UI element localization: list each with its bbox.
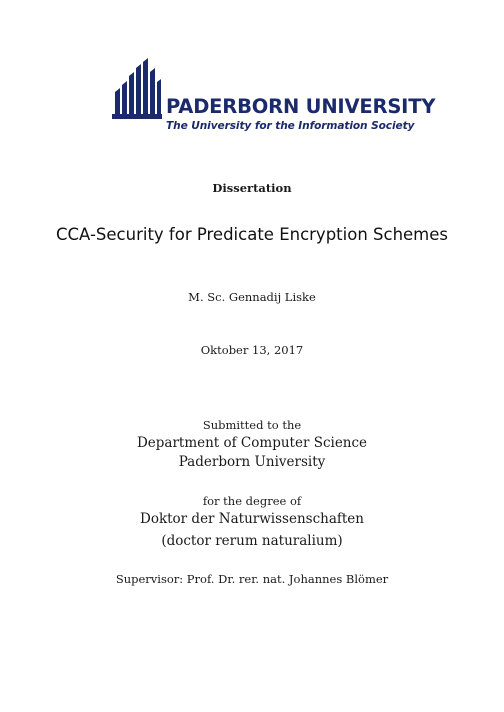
university-logo-tagline: The University for the Information Society (166, 120, 415, 132)
university-logo (112, 58, 436, 138)
paderborn-logo-mark-icon (112, 58, 162, 120)
department-name: Department of Computer Science (136, 435, 368, 451)
submission-date: Oktober 13, 2017 (200, 343, 304, 357)
degree-latin-name: (doctor rerum naturalium) (161, 533, 343, 549)
degree-intro-label: for the degree of (202, 494, 302, 508)
university-name: Paderborn University (178, 454, 326, 470)
document-title: CCA-Security for Predicate Encryption Schemes (56, 225, 448, 244)
supervisor-line: Supervisor: Prof. Dr. rer. nat. Johannes Blömer (115, 572, 389, 586)
document-type: Dissertation (212, 181, 292, 195)
university-logo-name: PADERBORN UNIVERSITY (166, 95, 436, 118)
submitted-to-label: Submitted to the (202, 418, 302, 432)
author-name: M. Sc. Gennadij Liske (188, 290, 316, 304)
degree-name: Doktor der Naturwissenschaften (140, 511, 364, 527)
